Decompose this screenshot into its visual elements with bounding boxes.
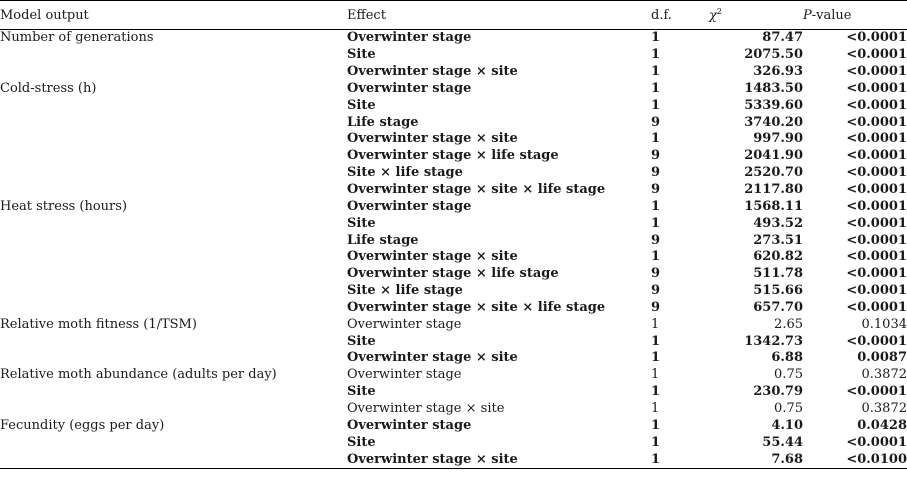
cell-chi-square: 7.68 [771,451,803,467]
cell-p-value: <0.0001 [846,97,907,113]
cell-chi-square: 620.82 [753,249,803,265]
table-row [0,232,907,249]
p-italic: P [803,7,812,23]
cell-df: 1 [651,417,661,433]
chi-symbol: χ [709,8,717,24]
cell-model-output [0,300,347,317]
cell-effect: Overwinter stage × life stage [347,266,559,282]
cell-df: 9 [651,165,661,181]
cell-df: 9 [651,148,661,164]
cell-df: 9 [651,283,661,299]
cell-effect: Overwinter stage [347,367,462,383]
cell-model-output [0,47,347,64]
cell-chi-square: 0.75 [774,400,803,416]
header-model-output [0,1,347,30]
cell-df: 1 [651,47,661,63]
cell-df: 1 [651,97,661,113]
table-row [0,47,907,64]
cell-chi-square: 4.10 [771,417,803,433]
cell-df: 1 [651,434,661,450]
header-model-label: Model output [0,7,89,23]
cell-chi-square: 2041.90 [744,148,803,164]
table-row [0,131,907,148]
cell-chi-square: 273.51 [753,232,803,248]
table-row [0,384,907,401]
cell-model-output [0,384,347,401]
table-row [0,316,907,333]
cell-df: 1 [651,198,661,214]
cell-df: 1 [651,80,661,96]
cell-df: 1 [651,64,661,80]
cell-p-value: <0.0001 [846,165,907,181]
cell-chi-square: 5339.60 [744,97,803,113]
cell-model-output [0,232,347,249]
cell-p-value: <0.0001 [846,299,907,315]
cell-effect: Overwinter stage × life stage [347,148,559,164]
cell-chi-square: 230.79 [753,384,803,400]
cell-model-output [0,148,347,165]
cell-p-value: <0.0001 [846,64,907,80]
cell-chi-square: 0.75 [774,367,803,383]
cell-model-output [0,165,347,182]
cell-p-value: 0.3872 [861,400,907,416]
table-row [0,300,907,317]
cell-chi-square: 2.65 [774,316,803,332]
cell-p-value: <0.0001 [846,333,907,349]
cell-model-output [0,182,347,199]
cell-p-value: <0.0001 [846,384,907,400]
cell-chi-square: 326.93 [753,64,803,80]
cell-model-output: Number of generations [0,30,154,46]
cell-chi-square: 515.66 [753,283,803,299]
cell-chi-square: 87.47 [762,30,803,46]
cell-model-output: Heat stress (hours) [0,198,128,214]
cell-chi-square: 2117.80 [744,182,803,198]
table-row [0,215,907,232]
cell-model-output [0,451,347,468]
cell-p-value: 0.0087 [857,350,907,366]
cell-df: 1 [651,333,661,349]
cell-effect: Site [347,47,376,63]
cell-p-value: <0.0001 [846,80,907,96]
cell-effect: Life stage [347,232,419,248]
table-row [0,97,907,114]
cell-effect: Overwinter stage × site [347,400,505,416]
cell-chi-square: 1568.11 [744,198,803,214]
header-chi-label [709,7,722,23]
table-header [0,1,907,30]
header-row [0,1,907,30]
cell-effect: Site × life stage [347,283,463,299]
cell-effect: Overwinter stage [347,417,472,433]
cell-df: 9 [651,232,661,248]
cell-df: 1 [651,400,660,416]
cell-df: 1 [651,131,661,147]
cell-chi-square: 1342.73 [744,333,803,349]
cell-effect: Overwinter stage [347,198,472,214]
cell-df: 9 [651,182,661,198]
cell-effect: Overwinter stage [347,30,472,46]
cell-chi-square: 1483.50 [744,80,803,96]
cell-model-output [0,249,347,266]
cell-effect: Overwinter stage × site [347,350,518,366]
cell-p-value: 0.3872 [861,367,907,383]
cell-model-output [0,333,347,350]
table-row [0,198,907,215]
cell-chi-square: 493.52 [753,215,803,231]
cell-df: 9 [651,114,661,130]
cell-df: 1 [651,316,660,332]
header-df-label: d.f. [651,7,672,23]
chi-superscript: 2 [716,6,722,16]
cell-p-value: <0.0001 [846,47,907,63]
header-df [649,1,709,30]
cell-model-output [0,114,347,131]
cell-p-value: 0.0428 [857,417,907,433]
cell-p-value: <0.0001 [846,182,907,198]
cell-df: 9 [651,299,661,315]
cell-p-value: <0.0001 [846,249,907,265]
cell-effect: Overwinter stage × site [347,249,518,265]
table-row [0,30,907,47]
cell-effect: Site [347,384,376,400]
cell-p-value: <0.0001 [846,148,907,164]
table-row [0,451,907,468]
table-row [0,266,907,283]
cell-model-output [0,64,347,81]
header-p-value [803,1,907,30]
cell-p-value: <0.0001 [846,215,907,231]
cell-effect: Overwinter stage [347,316,462,332]
cell-effect: Overwinter stage [347,80,472,96]
cell-df: 1 [651,249,661,265]
cell-chi-square: 2075.50 [744,47,803,63]
table-row [0,249,907,266]
cell-df: 1 [651,30,661,46]
cell-effect: Site [347,333,376,349]
cell-effect: Overwinter stage × site [347,451,518,467]
table-row [0,81,907,98]
cell-p-value: <0.0001 [846,30,907,46]
cell-df: 1 [651,367,660,383]
table-row [0,367,907,384]
table-row [0,434,907,451]
cell-df: 1 [651,384,661,400]
cell-chi-square: 511.78 [753,266,803,282]
p-rest: -value [811,7,852,23]
cell-model-output [0,434,347,451]
cell-model-output: Cold-stress (h) [0,80,97,96]
cell-model-output: Relative moth abundance (adults per day) [0,367,277,383]
cell-chi-square: 2520.70 [744,165,803,181]
cell-model-output: Fecundity (eggs per day) [0,417,165,433]
cell-chi-square: 6.88 [771,350,803,366]
cell-effect: Overwinter stage × site × life stage [347,299,606,315]
table-row [0,401,907,418]
cell-model-output [0,283,347,300]
table-row [0,283,907,300]
table-row [0,64,907,81]
table-row [0,350,907,367]
cell-effect: Overwinter stage × site [347,131,518,147]
cell-effect: Overwinter stage × site × life stage [347,182,606,198]
table-body [0,30,907,469]
cell-p-value: <0.0001 [846,283,907,299]
cell-effect: Site [347,97,376,113]
cell-chi-square: 997.90 [753,131,803,147]
cell-p-value: 0.1034 [861,316,907,332]
table-row [0,333,907,350]
cell-chi-square: 3740.20 [744,114,803,130]
cell-effect: Life stage [347,114,419,130]
cell-chi-square: 55.44 [762,434,803,450]
cell-model-output [0,97,347,114]
cell-effect: Overwinter stage × site [347,64,518,80]
cell-model-output [0,215,347,232]
table-row [0,182,907,199]
header-effect-label: Effect [347,7,386,23]
cell-chi-square: 657.70 [753,299,803,315]
table-row [0,114,907,131]
cell-effect: Site [347,215,376,231]
cell-p-value: <0.0100 [846,451,907,467]
cell-p-value: <0.0001 [846,114,907,130]
cell-p-value: <0.0001 [846,434,907,450]
cell-p-value: <0.0001 [846,266,907,282]
header-effect [347,1,649,30]
cell-df: 1 [651,350,661,366]
table-row [0,148,907,165]
cell-model-output: Relative moth fitness (1/TSM) [0,316,197,332]
table-row [0,417,907,434]
cell-model-output [0,401,347,418]
cell-df: 9 [651,266,661,282]
cell-effect: Site × life stage [347,165,463,181]
cell-p-value: <0.0001 [846,131,907,147]
cell-model-output [0,266,347,283]
table-row [0,165,907,182]
header-chi-square [709,1,803,30]
cell-p-value: <0.0001 [846,198,907,214]
cell-model-output [0,131,347,148]
cell-df: 1 [651,451,661,467]
cell-p-value: <0.0001 [846,232,907,248]
cell-model-output [0,350,347,367]
cell-effect: Site [347,434,376,450]
cell-df: 1 [651,215,661,231]
